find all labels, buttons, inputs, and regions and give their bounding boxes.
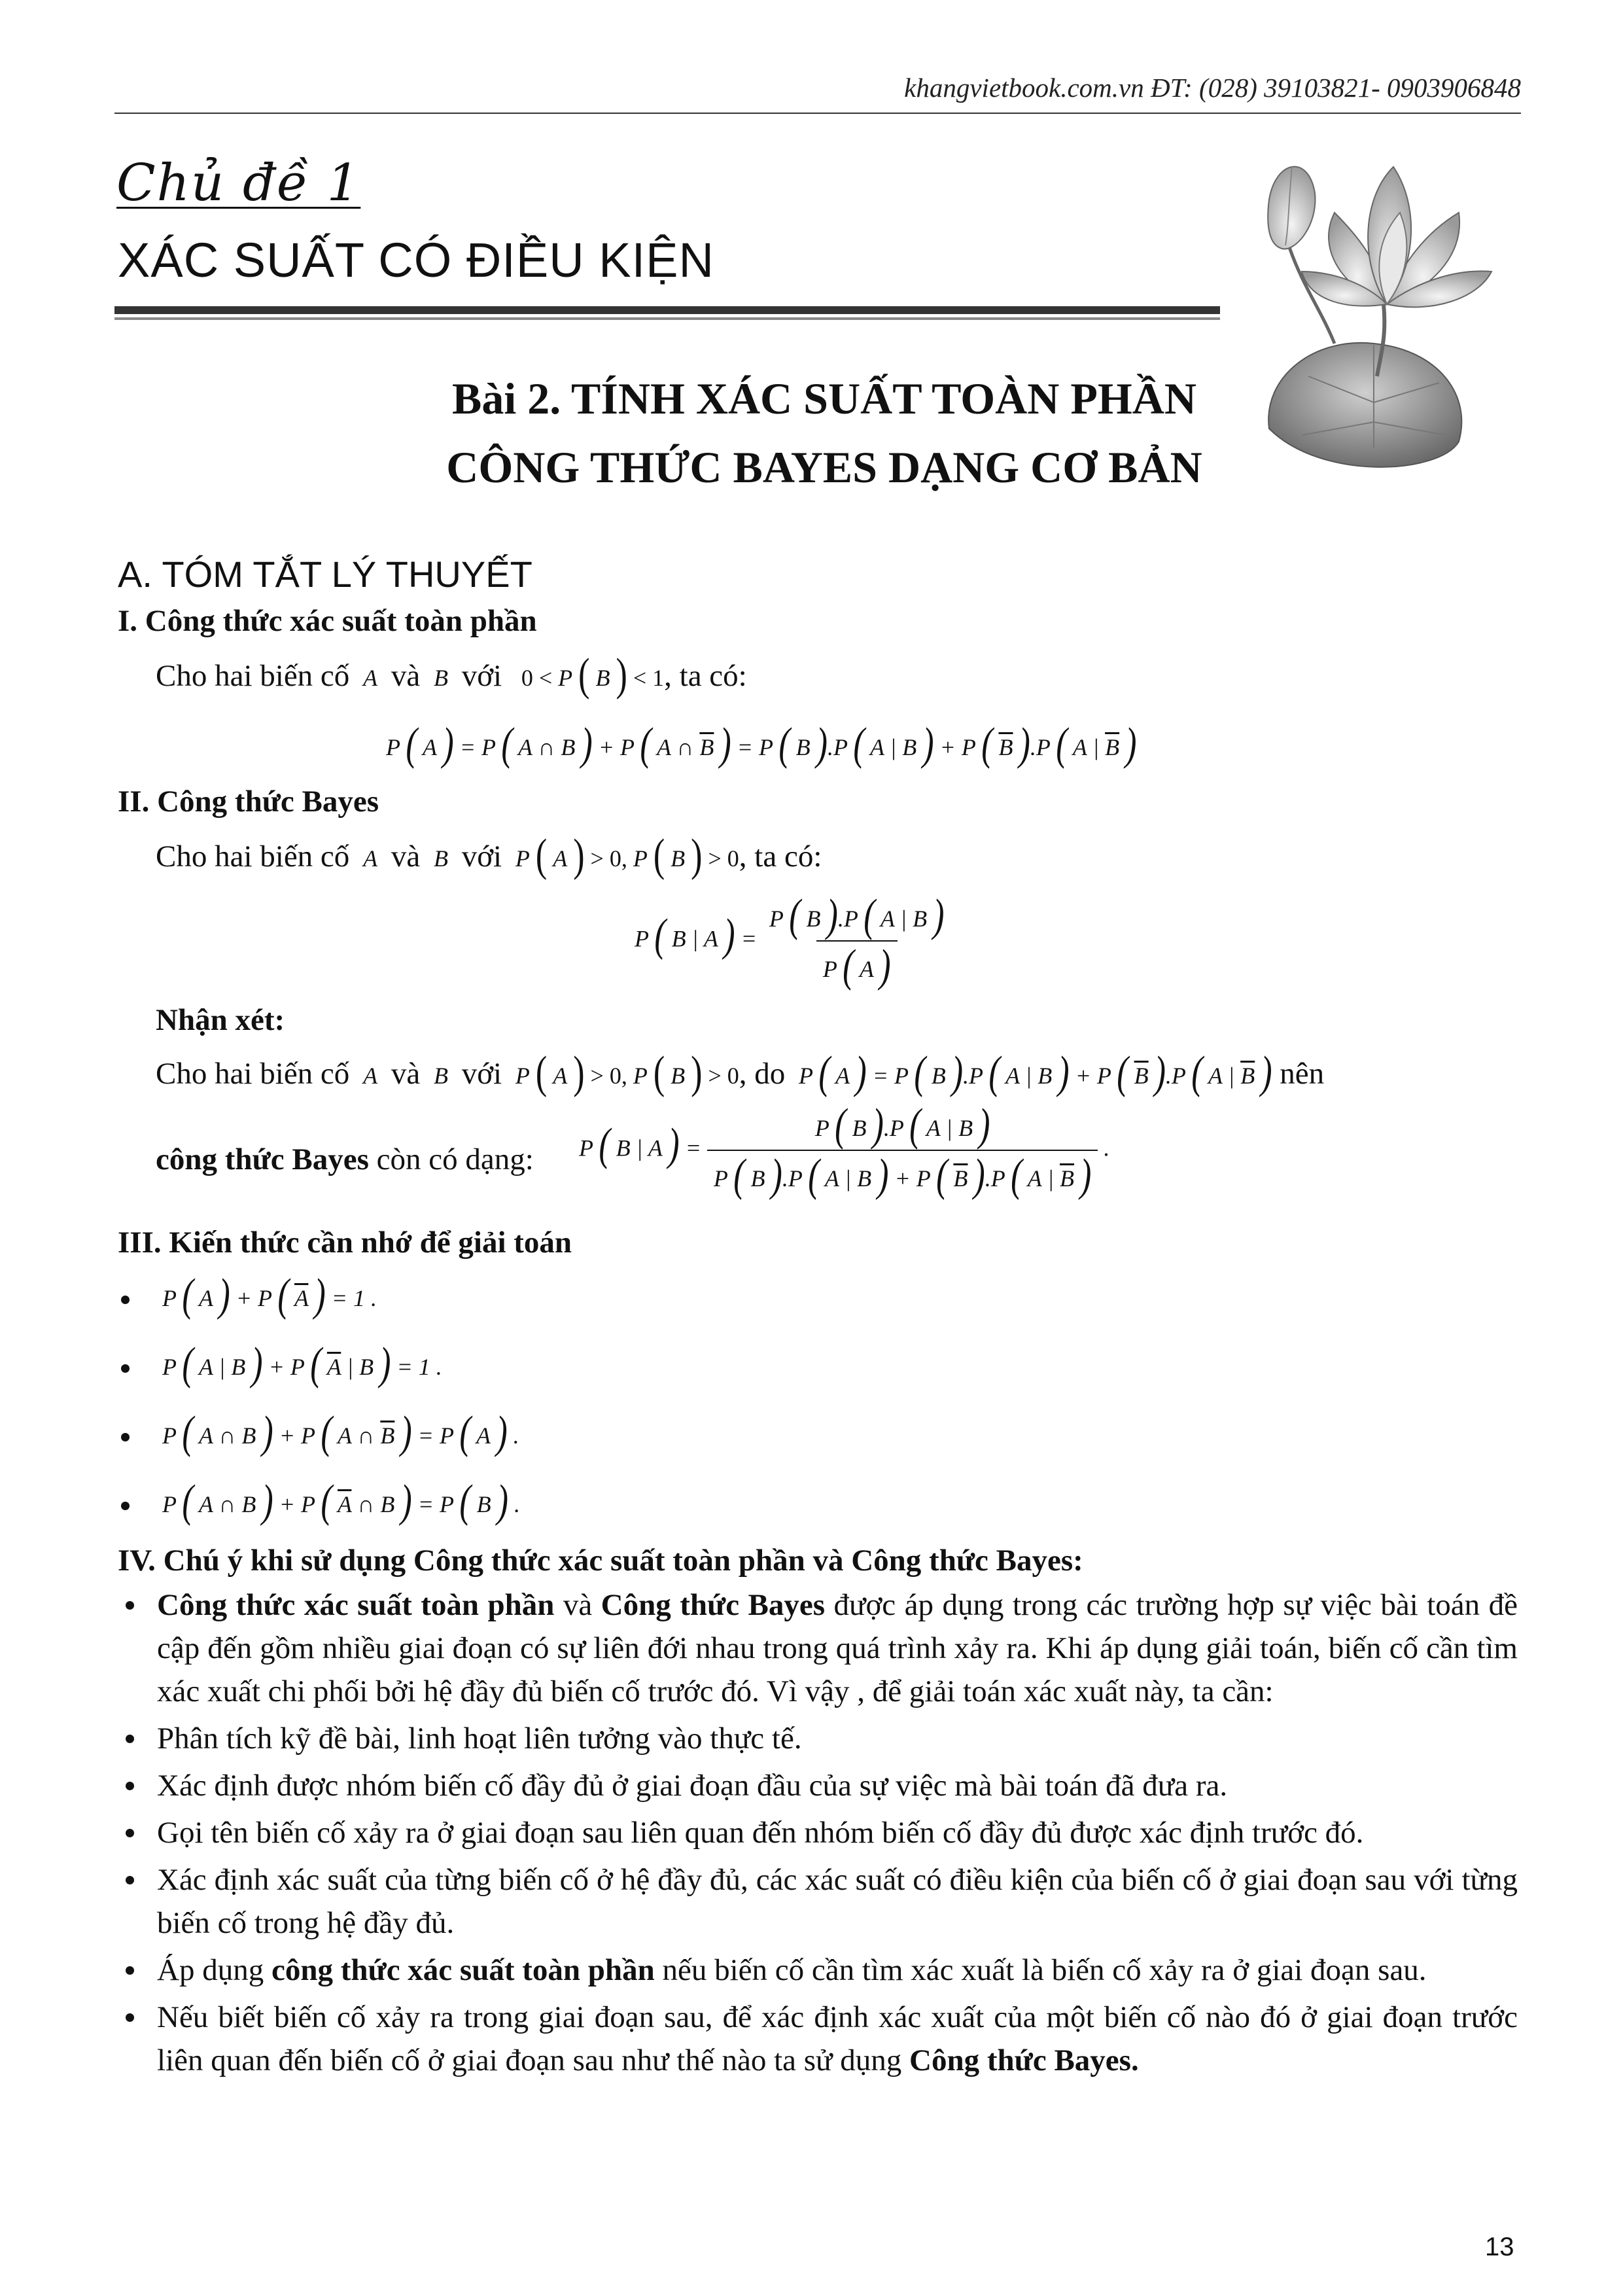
bullet-dot [121,1364,130,1373]
part2-heading: II. Công thức Bayes [118,785,379,819]
remark-line1: Cho hai biến cố A và B với P ( A ) > 0, P ( B ) > 0, do P ( A ) = P ( B ).P ( A | B ) + P ( $\overline{B}$ ).P ( A | $\overline{B}$ ) nên [156,1048,1325,1098]
bullet-dot [126,2013,134,2022]
bullet-dot [126,1876,134,1884]
remark-line2 [156,1142,534,1177]
identity-2: P ( A | B ) + P ( $\overline{A}$ | B ) = 1 . [162,1339,442,1389]
part2-intro-voi: với [461,839,502,874]
bullet-dot [121,1433,130,1441]
part1-heading: I. Công thức xác suất toàn phần [118,604,537,638]
part2-intro-cho: Cho hai biến cố [156,839,350,874]
bullet-dot [126,1829,134,1837]
remark-va: và [391,1057,421,1091]
bayes-formula: P ( B | A ) = $\frac{P ( B ).P ( A | B )}{P ( A )}$ [635,891,945,991]
bayes-extended-formula: P ( B | A ) = $\frac{P ( B ).P ( A | B )}{P ( B ).P ( A | B ) + P ( \overline{B} ).P ( A | \overline{B} )}$ . [579,1100,1110,1201]
part2-intro-end: , ta có: [739,839,822,874]
part1-intro-cho: Cho hai biến cố [156,659,350,693]
lesson-title-line1: Bài 2. TÍNH XÁC SUẤT TOÀN PHẦN [452,374,1196,423]
lotus-flower-icon [1243,141,1524,481]
part1-intro-voi: với [461,659,502,693]
bullet-dot [121,1502,130,1510]
lesson-title-line2: CÔNG THỨC BAYES DẠNG CƠ BẢN [446,442,1202,492]
bullet-dot [126,1735,134,1743]
remark-bayes-bold: công thức Bayes [156,1142,369,1176]
part1-intro: Cho hai biến cố A và B với 0 < P ( B ) < 1, ta có: [156,650,747,700]
list-item: Phân tích kỹ đề bài, linh hoạt liên tưởng vào thực tế. [118,1717,1518,1760]
remark-voi: với [461,1057,502,1091]
part1-intro-end: , ta có: [664,659,747,693]
part1-intro-va: và [391,659,421,693]
identity-3: P ( A ∩ B ) + P ( A ∩ $\overline{B}$ ) = P ( A ) . [162,1407,519,1458]
bullet-dot [126,1966,134,1975]
list-item: Công thức xác suất toàn phần và Công thức Bayes được áp dụng trong các trường hợp sự việc bài toán đề cập đến gồm nhiều giai đoạn có sự liên đới nhau trong quá trình xảy ra. Khi áp dụng giải toán, biến cố cần tìm xác xuất chi phối bởi hệ đầy đủ biến cố trước đó. Vì vậy , để giải toán xác xuất này, ta cần: [118,1583,1518,1713]
remark-nen: nên [1280,1057,1325,1091]
chapter-label: Chủ đề 1 [116,154,361,213]
header-divider [114,113,1521,114]
page-header: khangvietbook.com.vn ĐT: (028) 39103821- 0903906848 [904,73,1521,103]
chapter-divider-thin [114,317,1220,320]
page-number: 13 [1485,2233,1514,2261]
section-a-title: A. TÓM TẮT LÝ THUYẾT [118,554,532,595]
list-item: Áp dụng công thức xác suất toàn phần nếu biến cố cần tìm xác xuất là biến cố xảy ra ở giai đoạn sau. [118,1949,1518,1992]
part4-heading: IV. Chú ý khi sử dụng Công thức xác suất toàn phần và Công thức Bayes: [118,1544,1083,1578]
identity-1: P ( A ) + P ( $\overline{A}$ ) = 1 . [162,1270,377,1320]
bullet-dot [126,1782,134,1790]
list-item: Gọi tên biến cố xảy ra ở giai đoạn sau liên quan đến nhóm biến cố đầy đủ được xác định trước đó. [118,1811,1518,1854]
total-probability-formula: P ( A ) = P ( A ∩ B ) + P ( A ∩ $\overline{B}$ ) = P ( B ).P ( A | B ) + P ( $\overline{B}$ ).P ( A | $\overline{B}$ ) [386,719,1137,769]
bullet-dot [126,1601,134,1610]
list-item: Xác định xác suất của từng biến cố ở hệ đầy đủ, các xác suất có điều kiện của biến cố ở giai đoạn sau với từng biến cố trong hệ đầy đủ. [118,1858,1518,1945]
remark-do: , do [739,1057,786,1091]
list-item: Xác định được nhóm biến cố đầy đủ ở giai đoạn đầu của sự việc mà bài toán đã đưa ra. [118,1764,1518,1807]
notes-list [118,1583,1518,2086]
part3-heading: III. Kiến thức cần nhớ để giải toán [118,1226,572,1260]
remark-cho: Cho hai biến cố [156,1057,350,1091]
identity-4: P ( A ∩ B ) + P ( $\overline{A}$ ∩ B ) = P ( B ) . [162,1476,520,1527]
chapter-title: XÁC SUẤT CÓ ĐIỀU KIỆN [118,233,714,287]
list-item: Nếu biết biến cố xảy ra trong giai đoạn sau, để xác định xác xuất của một biến cố nào đó ở giai đoạn trước liên quan đến biến cố ở giai đoạn sau như thế nào ta sử dụng Công thức Bayes. [118,1996,1518,2082]
bullet-dot [121,1296,130,1304]
chapter-divider [114,306,1220,314]
remark-title: Nhận xét: [156,1003,285,1037]
part2-intro: Cho hai biến cố A và B với P ( A ) > 0, P ( B ) > 0, ta có: [156,830,822,881]
remark-line2-rest: còn có dạng: [376,1142,534,1176]
part2-intro-va: và [391,839,421,874]
